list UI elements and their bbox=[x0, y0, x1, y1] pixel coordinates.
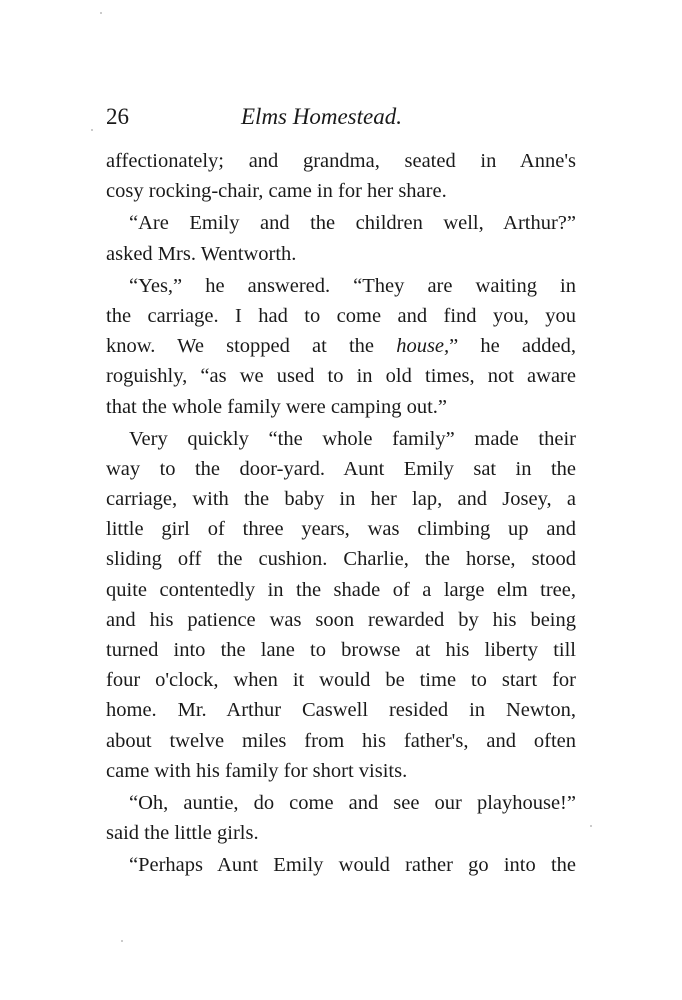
page-number: 26 bbox=[106, 104, 129, 129]
text-line: roguishly, “as we used to in old times, not aware bbox=[106, 365, 576, 388]
text-line: cosy rocking-chair, came in for her share. bbox=[106, 180, 447, 203]
text-fragment: know. We stopped at the bbox=[106, 335, 375, 358]
text-line: carriage, with the baby in her lap, and Josey, a bbox=[106, 488, 576, 511]
paragraph bbox=[106, 424, 576, 786]
text-line: that the whole family were camping out.” bbox=[106, 395, 447, 418]
text-line bbox=[106, 331, 576, 361]
text-line: and his patience was soon rewarded by his being bbox=[106, 608, 576, 631]
text-fragment: ” he added, bbox=[449, 335, 576, 358]
text-line: came with his family for short visits. bbox=[106, 759, 408, 782]
paragraph bbox=[106, 208, 576, 268]
text-line: “Are Emily and the children well, Arthur?” bbox=[129, 212, 576, 235]
paper-speck bbox=[590, 825, 592, 827]
running-title: Elms Homestead. bbox=[241, 104, 402, 129]
paper-speck bbox=[100, 12, 102, 14]
text-line: the carriage. I had to come and find you, you bbox=[106, 304, 576, 327]
paper-speck bbox=[121, 940, 123, 942]
paragraph bbox=[106, 146, 576, 206]
running-head bbox=[106, 100, 576, 134]
paragraph bbox=[106, 788, 576, 848]
paragraph bbox=[106, 850, 576, 880]
text-line: about twelve miles from his father's, and often bbox=[106, 729, 576, 752]
text-line: four o'clock, when it would be time to start for bbox=[106, 669, 576, 692]
text-line: little girl of three years, was climbing up and bbox=[106, 518, 576, 541]
text-line: “Oh, auntie, do come and see our playhouse!” bbox=[129, 791, 576, 814]
text-line: quite contentedly in the shade of a large elm tree, bbox=[106, 578, 576, 601]
text-line: “Yes,” he answered. “They are waiting in bbox=[129, 274, 576, 297]
text-line: asked Mrs. Wentworth. bbox=[106, 242, 297, 265]
text-line: affectionately; and grandma, seated in Anne's bbox=[106, 150, 576, 172]
text-line: Very quickly “the whole family” made their bbox=[129, 427, 576, 450]
paragraph bbox=[106, 271, 576, 422]
text-line: said the little girls. bbox=[106, 822, 259, 845]
text-line: home. Mr. Arthur Caswell resided in Newton, bbox=[106, 699, 576, 722]
text-line: sliding off the cushion. Charlie, the horse, stood bbox=[106, 548, 576, 571]
italic-word: house, bbox=[396, 335, 450, 358]
text-line: turned into the lane to browse at his liberty till bbox=[106, 639, 576, 661]
body-text bbox=[106, 146, 576, 881]
paper-speck bbox=[91, 129, 93, 131]
text-line: way to the door-yard. Aunt Emily sat in the bbox=[106, 457, 576, 480]
text-line: “Perhaps Aunt Emily would rather go into the bbox=[129, 854, 576, 877]
